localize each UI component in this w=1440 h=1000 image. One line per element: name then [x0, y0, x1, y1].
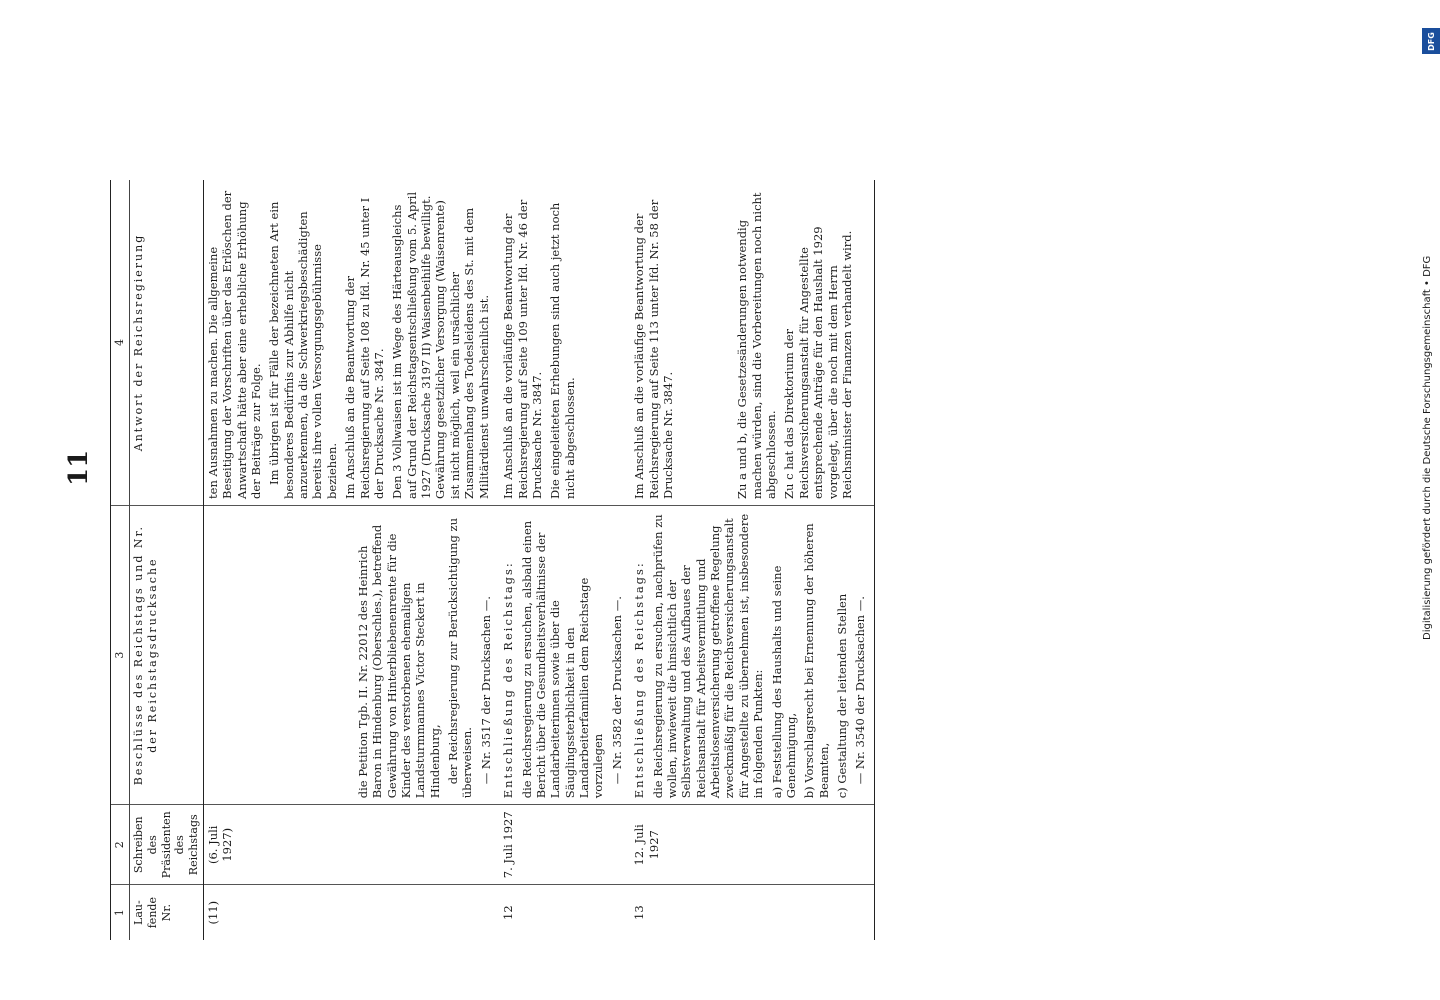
- dfg-logo: DFG: [1422, 28, 1440, 54]
- header-nr: Lau-fende Nr.: [130, 885, 204, 940]
- antwort-text: Im Anschluß an die vorläufige Beantwortung der Reichsregierung auf Seite 109 unter lfd. Nr. 46 der Drucksache Nr. 3847.: [501, 199, 544, 499]
- beschluss-text: der Reichsregierung zur Berücksichtigung zu überweisen.: [446, 518, 475, 799]
- antwort-text: Im übrigen ist für Fälle der bezeichneten Art ein besonderes Bedürfnis zur Abhilfe nicht anzuerkennen, da die Schwerkriegsbeschädigten bereits ihre vollen Versorgungsgebührnisse beziehen.: [267, 201, 339, 499]
- column-number-row: [111, 180, 130, 940]
- header-schreiben: Schreiben des Präsidenten des Reichstags: [130, 805, 204, 885]
- drucksache-ref: — Nr. 3582 der Drucksachen —.: [609, 596, 624, 785]
- row-nr: (11): [205, 900, 220, 925]
- row-antwort: [203, 180, 499, 505]
- antwort-text: ten Ausnahmen zu machen. Die allgemeine Beseitigung der Vorschriften über das Erlöschen der Anwartschaft hätte aber eine erhebliche Erhöhung der Beiträge zur Folge.: [205, 190, 263, 499]
- antwort-text: Den 3 Vollwaisen ist im Wege des Härteausgleichs auf Grund der Reichstagsentschließung vom 5. April 1927 (Drucksache 3197 II) Waisenbeihilfe bewilligt. Gewährung gesetzlicher Versorgung (Waisenrente) ist nicht möglich, weil ein ursächlicher Zusammenhang des Todesleidens des St. mit dem Militärdienst unwahrscheinlich ist.: [390, 191, 491, 499]
- antwort-text: Im Anschluß an die vorläufige Beantwortung der Reichsregierung auf Seite 113 unter lfd. Nr. 58 der Drucksache Nr. 3847.: [632, 199, 675, 499]
- antwort-text: Zu c hat das Direktorium der Reichsversicherungsanstalt für Angestellte entsprechende Anträge für den Haushalt 1929 vorgelegt, über die noch mit dem Herrn Reichsminister der Finanzen verhandelt wird.: [782, 226, 854, 499]
- header-antwort: Antwort der Reichsregierung: [130, 180, 204, 505]
- row-nr: 13: [630, 885, 874, 940]
- table-row: [499, 180, 630, 940]
- col-number-2: 2: [111, 805, 130, 885]
- page-number: 11: [64, 449, 94, 486]
- row-date: (6. Juli 1927): [203, 805, 499, 885]
- row-date: 7. Juli 1927: [499, 805, 630, 885]
- row-beschluss: [630, 505, 874, 804]
- col-number-4: 4: [111, 180, 130, 505]
- row-beschluss: [203, 505, 499, 804]
- digitization-note: Digitalisierung gefördert durch die Deutsche Forschungsgemeinschaft • DFG: [1422, 255, 1433, 640]
- col-number-3: 3: [111, 505, 130, 804]
- column-header-row: [130, 180, 204, 940]
- reichstag-table: [110, 180, 875, 940]
- row-antwort: [630, 180, 874, 505]
- entschliessung-heading: Entschließung des Reichstags:: [632, 561, 647, 799]
- beschluss-point-a: a) Feststellung des Haushalts und seine Genehmigung,: [769, 565, 798, 799]
- beschluss-text: die Reichsregierung zu ersuchen, nachprüfen zu wollen, inwieweit die hinsichtlich der Selbstverwaltung und des Aufbaues der Reichsanstalt für Arbeitsvermittlung und Arbeitslosenversicherung getroffene Regelung zweckmäßig für die Reichsversicherungsanstalt für Angestellte zu übernehmen ist, insbesondere in folgenden Punkten:: [650, 513, 766, 799]
- row-nr: 12: [501, 905, 516, 920]
- table-row: [203, 180, 499, 940]
- col-number-1: 1: [111, 885, 130, 940]
- drucksache-ref: — Nr. 3540 der Drucksachen —.: [853, 596, 868, 785]
- table-row: [630, 180, 874, 940]
- antwort-text: Im Anschluß an die Beantwortung der Reichsregierung auf Seite 108 zu lfd. Nr. 45 unter I der Drucksache Nr. 3847.: [343, 197, 386, 499]
- header-beschluesse: Beschlüsse des Reichstags und Nr. der Reichstagsdrucksache: [130, 505, 204, 804]
- entschliessung-heading: Entschließung des Reichstags:: [501, 561, 516, 799]
- row-antwort: [499, 180, 630, 505]
- antwort-text: Die eingeleiteten Erhebungen sind auch jetzt noch nicht abgeschlossen.: [548, 202, 577, 499]
- beschluss-point-c: c) Gestaltung der leitenden Stellen: [835, 593, 849, 799]
- beschluss-text: die Reichsregierung zu ersuchen, alsbald einen Bericht über die Gesundheitsverhältnisse der Landarbeiterinnen sowie über die Säuglingssterblichkeit in den Landarbeiterfamilien dem Reichstage vorzulegen: [519, 520, 606, 799]
- beschluss-text: die Petition Tgb. II. Nr. 22012 des Heinrich Baron in Hindenburg (Oberschles.), betreffend Gewährung von Hinterbliebenenrente für die Kinder des verstorbenen ehemaligen Landsturmmannes Victor Steckert in Hindenburg,: [355, 524, 442, 799]
- drucksache-ref: — Nr. 3517 der Drucksachen —.: [478, 596, 493, 785]
- row-date: 12. Juli 1927: [630, 805, 874, 885]
- beschluss-point-b: b) Vorschlagsrecht bei Ernennung der höheren Beamten,: [802, 523, 831, 799]
- rotated-table-wrapper: [110, 120, 1310, 980]
- antwort-text: Zu a und b, die Gesetzesänderungen notwendig machen würden, sind die Vorbereitungen noch nicht abgeschlossen.: [735, 192, 778, 499]
- row-beschluss: [499, 505, 630, 804]
